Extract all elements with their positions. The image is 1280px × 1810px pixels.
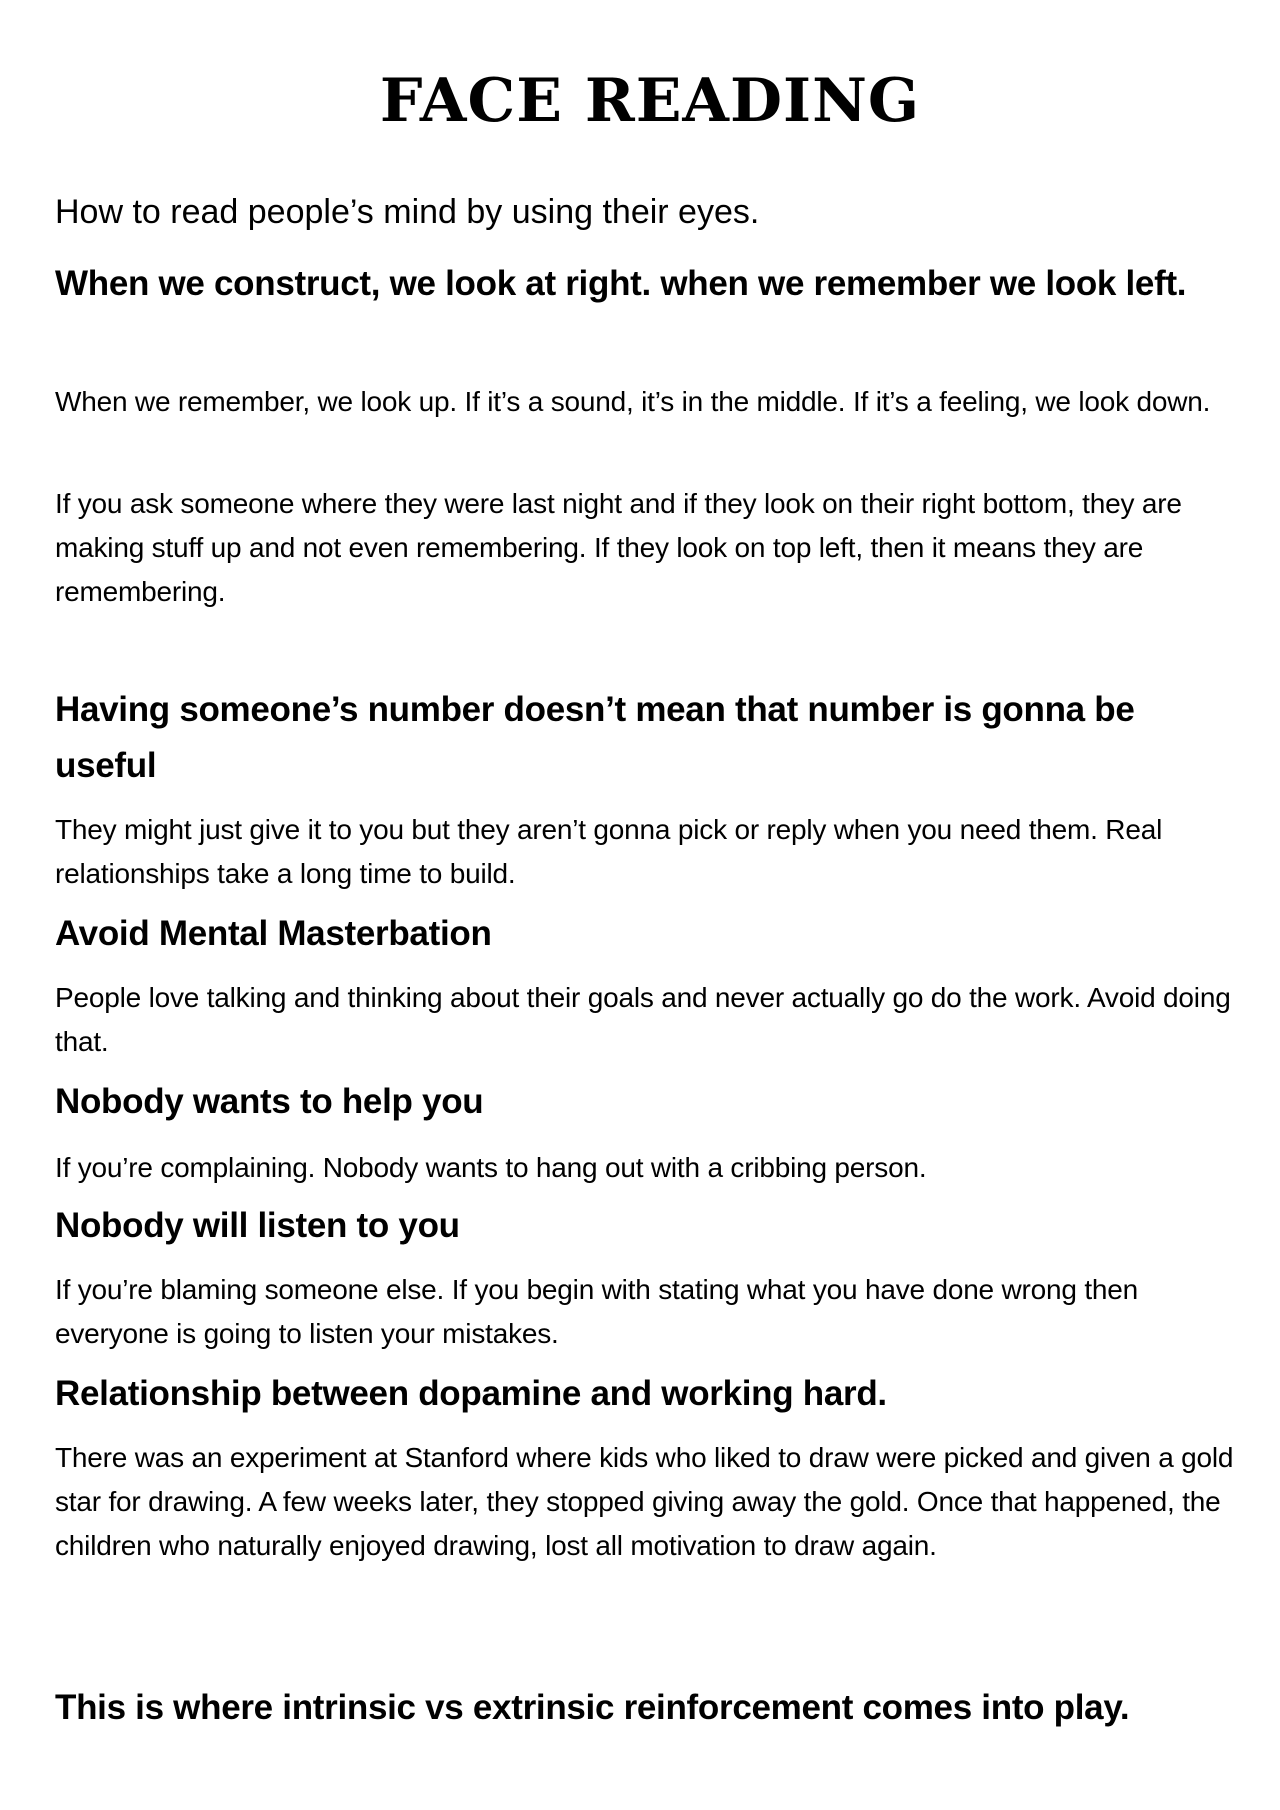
section-paragraph: When we remember, we look up. If it’s a sound, it’s in the middle. If it’s a feeling, we look down. [55,386,1211,417]
section-heading-eye-direction: When we construct, we look at right. when we remember we look left. [55,264,1187,303]
page-title: FACE READING [379,66,921,136]
section-paragraph: There was an experiment at Stanford where kids who liked to draw were picked and given a gold star for drawing. A few weeks later, they stopped giving away the gold. Once that happened, the children who naturally enjoyed drawing, lost all motivation to draw again. [55,1442,1234,1561]
section-paragraph: They might just give it to you but they aren’t gonna pick or reply when you need them. Real relationships take a long time to build. [55,814,1163,889]
intro-text: How to read people’s mind by using their eyes. [55,193,760,231]
section-heading-phone-number: Having someone’s number doesn’t mean that number is gonna be useful [55,690,1135,785]
section-paragraph: People love talking and thinking about their goals and never actually go do the work. Avoid doing that. [55,982,1231,1057]
section-heading-dopamine: Relationship between dopamine and working hard. [55,1374,887,1413]
section-paragraph: If you’re complaining. Nobody wants to hang out with a cribbing person. [55,1152,927,1183]
section-heading-nobody-helps: Nobody wants to help you [55,1082,484,1121]
section-heading-nobody-listens: Nobody will listen to you [55,1206,460,1245]
section-paragraph: If you’re blaming someone else. If you begin with stating what you have done wrong then everyone is going to listen your mistakes. [55,1274,1139,1349]
section-heading-mental-masterbation: Avoid Mental Masterbation [55,914,492,953]
section-paragraph: If you ask someone where they were last night and if they look on their right bottom, they are making stuff up and not even remembering. If they look on top left, then it means they are remembering. [55,488,1182,607]
closing-statement: This is where intrinsic vs extrinsic reinforcement comes into play. [55,1688,1130,1727]
